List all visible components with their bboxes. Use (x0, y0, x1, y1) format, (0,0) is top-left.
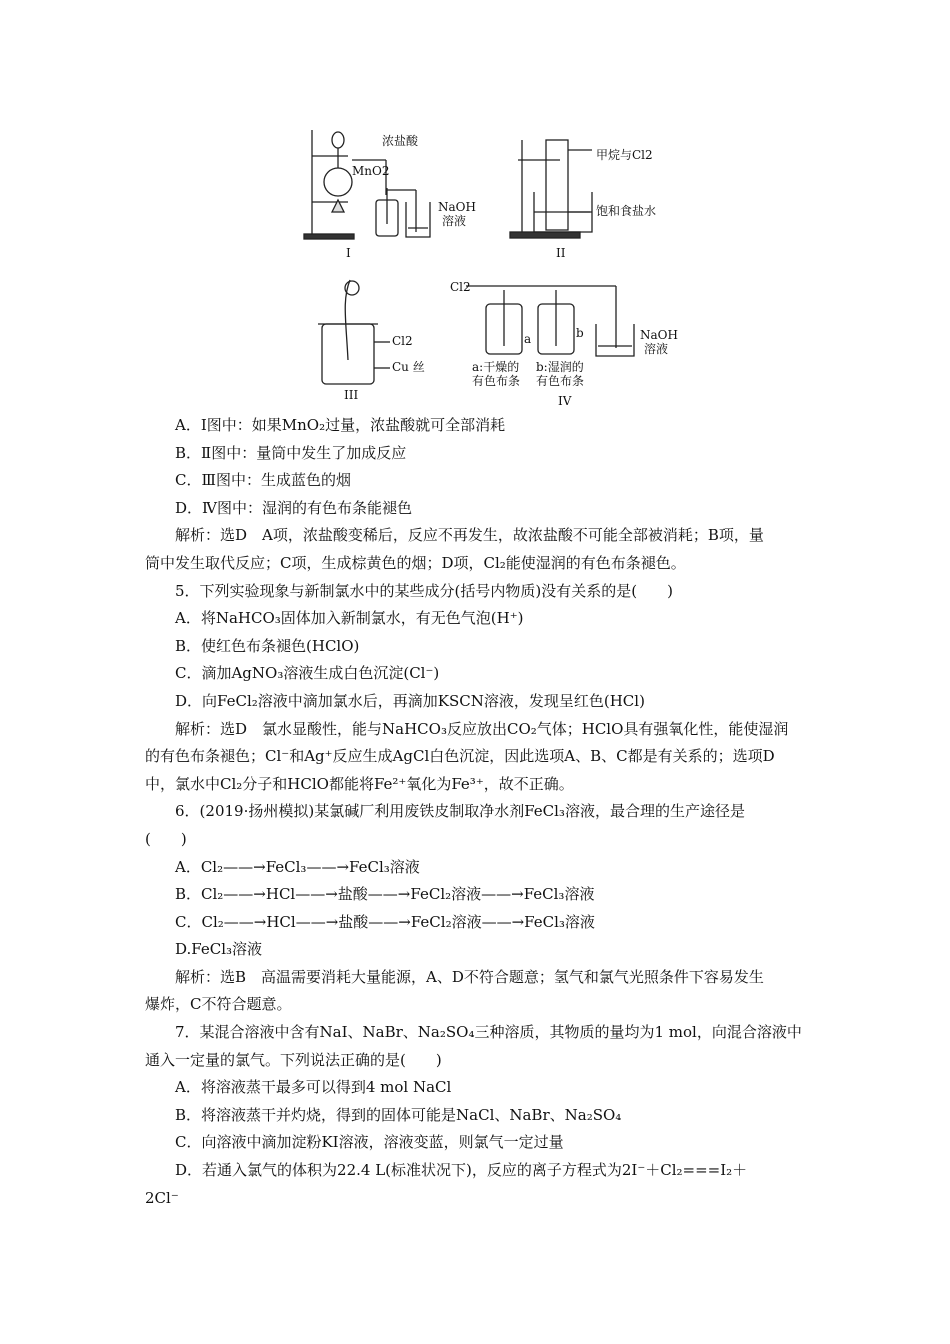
figure-label-1: I (346, 246, 351, 260)
option-line: C．Ⅲ图中：生成蓝色的烟 (175, 471, 351, 490)
label-cu-wire: Cu 丝 (392, 360, 425, 374)
option-line: D．若通入氯气的体积为22.4 L(标准状况下)，反应的离子方程式为2I⁻＋Cl₂===I₂＋ (175, 1161, 748, 1180)
label-solution-1: 溶液 (442, 214, 467, 228)
label-b: b (576, 326, 584, 340)
label-naoh-1: NaOH (438, 200, 476, 214)
figure-label-2: II (556, 246, 566, 260)
option-line: 2Cl⁻ (145, 1188, 179, 1207)
option-line: A．将NaHCO₃固体加入新制氯水，有无色气泡(H⁺) (175, 609, 524, 628)
option-line: B．Cl₂——→HCl——→盐酸——→FeCl₂溶液——→FeCl₃溶液 (175, 885, 595, 904)
label-solution-2: 溶液 (644, 342, 669, 356)
option-line: B．Ⅱ图中：量筒中发生了加成反应 (175, 443, 407, 462)
figure-label-4: IV (558, 394, 572, 408)
label-methane-cl2: 甲烷与Cl2 (596, 148, 653, 162)
analysis-line: 筒中发生取代反应；C项，生成棕黄色的烟；D项，Cl₂能使湿润的有色布条褪色。 (145, 553, 686, 572)
question-line: 7．某混合溶液中含有NaI、NaBr、Na₂SO₄三种溶质，其物质的量均为1 mol，向混合溶液中 (175, 1023, 802, 1042)
question-line: 通入一定量的氯气。下列说法正确的是( ) (145, 1050, 442, 1069)
option-line: D．向FeCl₂溶液中滴加氯水后，再滴加KSCN溶液，发现呈红色(HCl) (175, 691, 645, 710)
option-line: A．Ⅰ图中：如果MnO₂过量，浓盐酸就可全部消耗 (175, 416, 506, 434)
label-naoh-2: NaOH (640, 328, 678, 342)
label-a: a (524, 332, 532, 346)
option-line: C．向溶液中滴加淀粉KI溶液，溶液变蓝，则氯气一定过量 (175, 1133, 564, 1152)
label-b-desc-1: b:湿润的 (536, 360, 584, 374)
option-line: D．Ⅳ图中：湿润的有色布条能褪色 (175, 498, 413, 517)
document-body (145, 412, 810, 1212)
question-line: 5．下列实验现象与新制氯水中的某些成分(括号内物质)没有关系的是( ) (175, 581, 673, 600)
option-line: A．将溶液蒸干最多可以得到4 mol NaCl (175, 1078, 452, 1097)
option-line: C．滴加AgNO₃溶液生成白色沉淀(Cl⁻) (175, 664, 440, 683)
option-line: C．Cl₂——→HCl——→盐酸——→FeCl₂溶液——→FeCl₃溶液 (175, 912, 595, 931)
label-cl2-3: Cl2 (392, 334, 413, 348)
analysis-line: 中，氯水中Cl₂分子和HClO都能将Fe²⁺氧化为Fe³⁺，故不正确。 (145, 774, 574, 793)
analysis-line: 解析：选B 高温需要消耗大量能源，A、D不符合题意；氢气和氯气光照条件下容易发生 (175, 967, 764, 986)
label-a-desc-1: a:干燥的 (472, 360, 520, 374)
label-b-desc-2: 有色布条 (536, 374, 585, 388)
option-line: A．Cl₂——→FeCl₃——→FeCl₃溶液 (175, 857, 420, 876)
label-conc-hcl: 浓盐酸 (382, 134, 419, 148)
question-line: ( ) (145, 829, 187, 848)
analysis-line: 解析：选D A项，浓盐酸变稀后，反应不再发生，故浓盐酸不可能全部被消耗；B项，量 (175, 526, 764, 545)
option-line: B．将溶液蒸干并灼烧，得到的固体可能是NaCl、NaBr、Na₂SO₄ (175, 1105, 622, 1124)
label-a-desc-2: 有色布条 (472, 374, 521, 388)
option-line: D.FeCl₃溶液 (175, 940, 263, 959)
question-line: 6．(2019·扬州模拟)某氯碱厂利用废铁皮制取净水剂FeCl₃溶液，最合理的生产途径是 (175, 802, 745, 821)
analysis-line: 解析：选D 氯水显酸性，能与NaHCO₃反应放出CO₂气体；HClO具有强氧化性，能使湿润 (175, 719, 789, 738)
apparatus-figure (290, 120, 710, 420)
label-saturated-brine: 饱和食盐水 (596, 204, 657, 218)
label-mno2: MnO2 (352, 164, 390, 178)
figure-label-3: III (344, 388, 359, 402)
option-line: B．使红色布条褪色(HClO) (175, 636, 360, 655)
label-cl2-4: Cl2 (450, 280, 471, 294)
analysis-line: 爆炸，C不符合题意。 (145, 995, 292, 1014)
analysis-line: 的有色布条褪色；Cl⁻和Ag⁺反应生成AgCl白色沉淀，因此选项A、B、C都是有关系的；选项D (145, 747, 775, 766)
